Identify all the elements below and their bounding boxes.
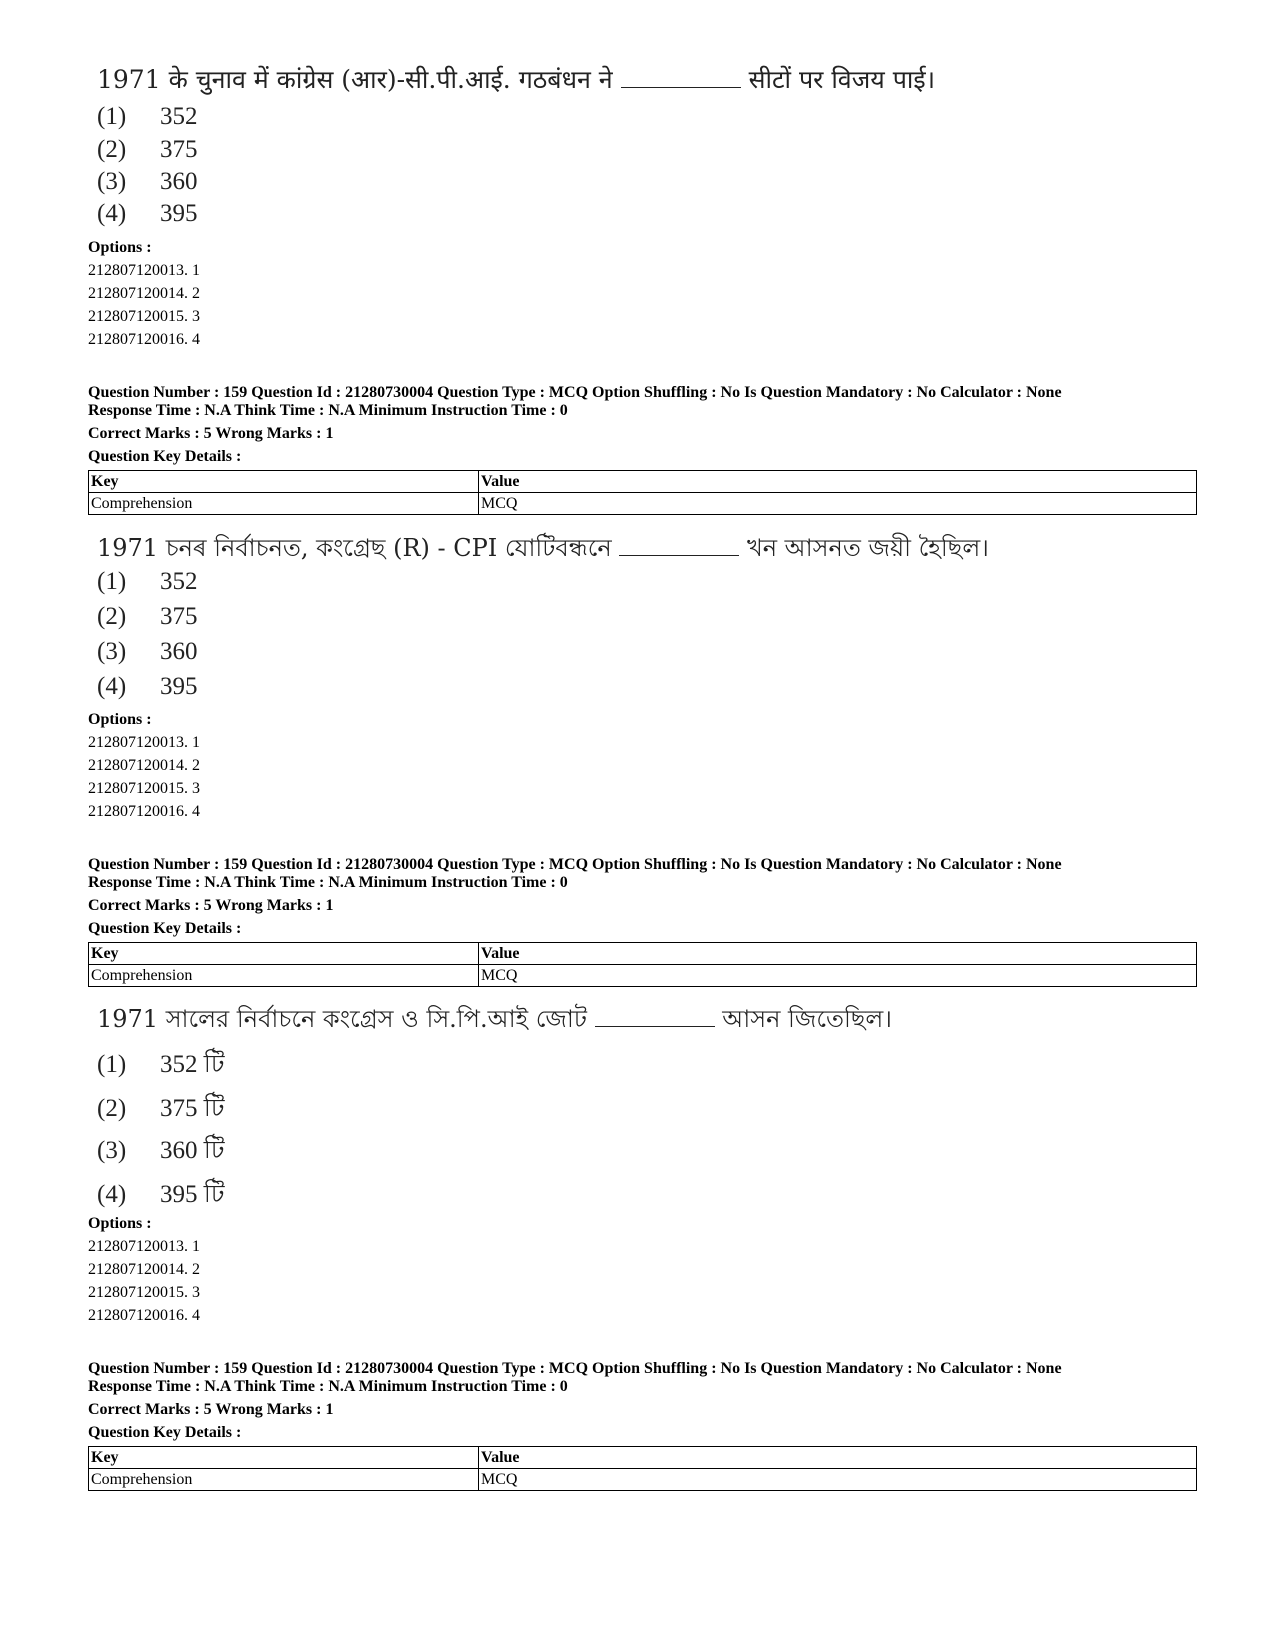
choice-2: (2) 375 টি [97,1095,225,1122]
answer-blank [595,1026,715,1027]
row-key: Comprehension [89,1469,479,1491]
option-row: 212807120015. 3 [88,1284,200,1301]
table-header-row [89,471,1197,493]
choice-1: (1) 352 টি [97,1051,225,1078]
option-row: 212807120013. 1 [88,262,200,279]
answer-blank [619,555,739,556]
choice-2: (2) 375 [97,136,198,163]
key-details-table [88,470,1197,515]
option-row: 212807120015. 3 [88,780,200,797]
option-row: 212807120014. 2 [88,1261,200,1278]
row-key: Comprehension [89,965,479,987]
choice-3: (3) 360 [97,638,198,665]
header-value: Value [479,1447,1197,1469]
marks-line: Correct Marks : 5 Wrong Marks : 1 [88,897,334,914]
table-row [89,493,1197,515]
key-details-label: Question Key Details : [88,448,242,465]
key-details-table [88,942,1197,987]
choice-4: (4) 395 [97,200,198,227]
question-suffix: सीटों पर विजय पाई। [748,65,936,94]
option-row: 212807120016. 4 [88,331,200,348]
marks-line: Correct Marks : 5 Wrong Marks : 1 [88,1401,334,1418]
choice-1: (1) 352 [97,103,198,130]
question-timing-line: Response Time : N.A Think Time : N.A Minimum Instruction Time : 0 [88,1378,568,1395]
option-row: 212807120014. 2 [88,757,200,774]
option-row: 212807120014. 2 [88,285,200,302]
option-row: 212807120015. 3 [88,308,200,325]
table-row [89,965,1197,987]
header-key: Key [89,943,479,965]
header-value: Value [479,471,1197,493]
question-timing-line: Response Time : N.A Think Time : N.A Minimum Instruction Time : 0 [88,402,568,419]
choice-3: (3) 360 টি [97,1137,225,1164]
option-row: 212807120013. 1 [88,1238,200,1255]
key-details-label: Question Key Details : [88,1424,242,1441]
question-meta-line: Question Number : 159 Question Id : 21280730004 Question Type : MCQ Option Shuffling : No Is Question Mandatory : No Calculator : None [88,856,1062,873]
question-prefix: 1971 के चुनाव में कांग्रेस (आर)-सी.पी.आई. गठबंधन ने [97,65,613,94]
question-prefix: 1971 সালের নির্বাচনে কংগ্রেস ও সি.পি.আই জোট [97,1005,587,1033]
table-row [89,1469,1197,1491]
row-value: MCQ [479,493,1197,515]
question-timing-line: Response Time : N.A Think Time : N.A Minimum Instruction Time : 0 [88,874,568,891]
choice-2: (2) 375 [97,603,198,630]
choice-4: (4) 395 টি [97,1181,225,1208]
marks-line: Correct Marks : 5 Wrong Marks : 1 [88,425,334,442]
question-suffix: খন আসনত জয়ী হৈছিল। [746,534,989,562]
option-row: 212807120013. 1 [88,734,200,751]
row-value: MCQ [479,1469,1197,1491]
table-header-row [89,1447,1197,1469]
table-header-row [89,943,1197,965]
options-label: Options : [88,1215,152,1232]
question-prefix: 1971 চনৰ নিৰ্বাচনত, কংগ্ৰেছ (R) - CPI যোটিবন্ধনে [97,534,612,562]
key-details-label: Question Key Details : [88,920,242,937]
question-meta-line: Question Number : 159 Question Id : 21280730004 Question Type : MCQ Option Shuffling : No Is Question Mandatory : No Calculator : None [88,384,1062,401]
choice-3: (3) 360 [97,168,198,195]
question-suffix: আসন জিতেছিল। [722,1005,892,1033]
option-row: 212807120016. 4 [88,1307,200,1324]
key-details-table [88,1446,1197,1491]
options-label: Options : [88,239,152,256]
option-row: 212807120016. 4 [88,803,200,820]
options-label: Options : [88,711,152,728]
header-key: Key [89,471,479,493]
answer-blank [621,87,741,88]
header-key: Key [89,1447,479,1469]
row-value: MCQ [479,965,1197,987]
header-value: Value [479,943,1197,965]
choice-4: (4) 395 [97,673,198,700]
row-key: Comprehension [89,493,479,515]
question-text-assamese [97,530,989,570]
question-meta-line: Question Number : 159 Question Id : 21280730004 Question Type : MCQ Option Shuffling : No Is Question Mandatory : No Calculator : None [88,1360,1062,1377]
question-text-hindi [97,62,935,96]
question-text-bengali [97,1001,892,1041]
choice-1: (1) 352 [97,568,198,595]
